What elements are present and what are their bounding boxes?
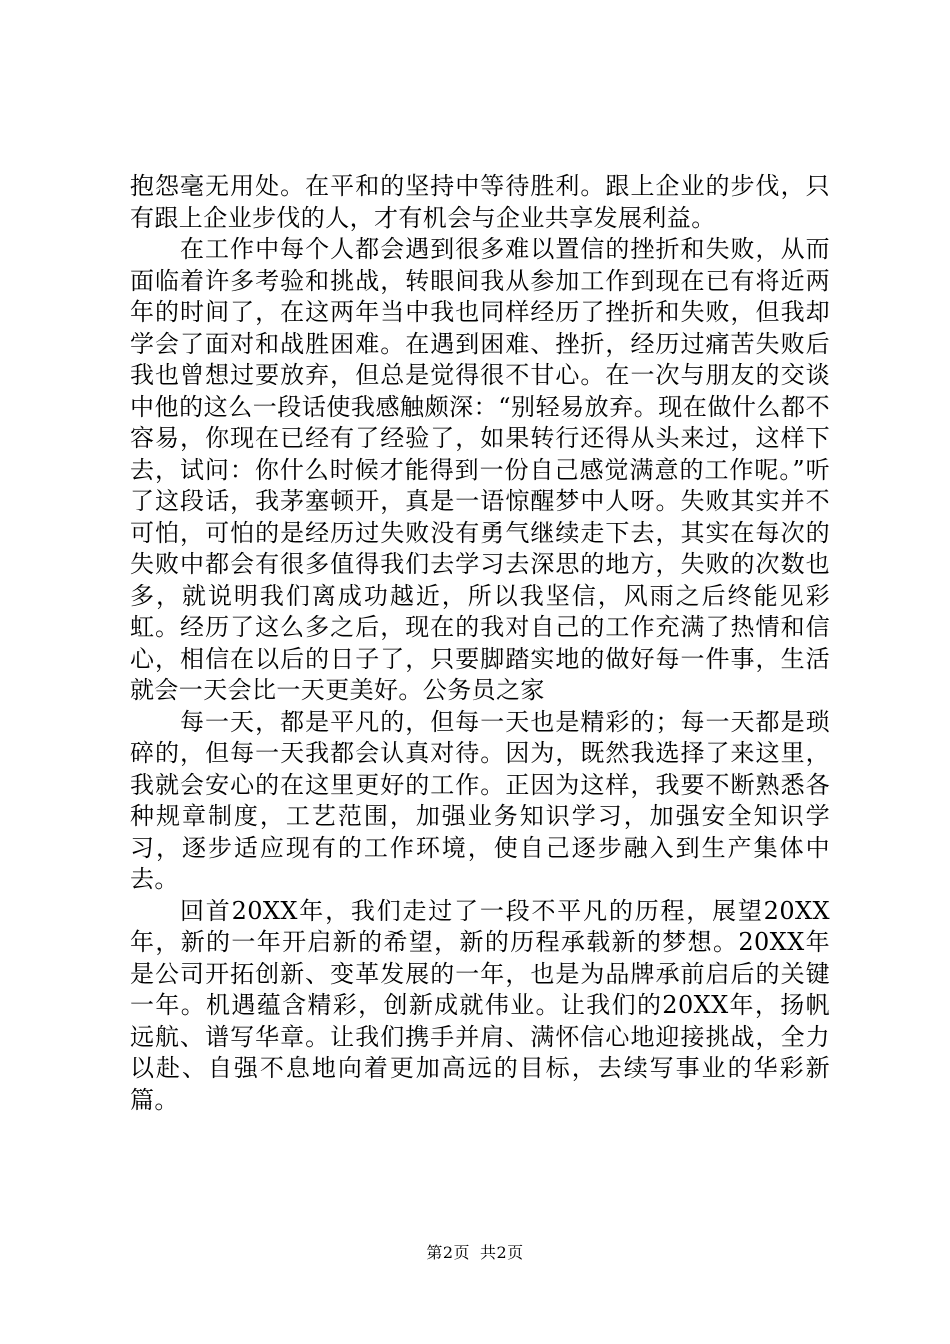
page-footer [0,1243,950,1263]
page-total: 共2页 [480,1243,524,1262]
page-number: 第2页 [426,1243,470,1262]
paragraph-4: 回首20XX年，我们走过了一段不平凡的历程，展望20XX年，新的一年开启新的希望，新的历程承载新的梦想。20XX年是公司开拓创新、变革发展的一年，也是为品牌承前启后的关键一年。机遇蕴含精彩，创新成就伟业。让我们的20XX年，扬帆远航、谱写华章。让我们携手并肩、满怀信心地迎接挑战，全力以赴、自强不息地向着更加高远的目标，去续写事业的华彩新篇。 [130,896,830,1114]
paragraph-1: 抱怨毫无用处。在平和的坚持中等待胜利。跟上企业的步伐，只有跟上企业步伐的人，才有机会与企业共享发展利益。 [130,172,830,232]
paragraph-2: 在工作中每个人都会遇到很多难以置信的挫折和失败，从而面临着许多考验和挑战，转眼间我从参加工作到现在已有将近两年的时间了，在这两年当中我也同样经历了挫折和失败，但我却学会了面对和战胜困难。在遇到困难、挫折，经历过痛苦失败后我也曾想过要放弃，但总是觉得很不甘心。在一次与朋友的交谈中他的这么一段话使我感触颇深：“别轻易放弃。现在做什么都不容易，你现在已经有了经验了，如果转行还得从头来过，这样下去，试问：你什么时候才能得到一份自己感觉满意的工作呢。”听了这段话，我茅塞顿开，真是一语惊醒梦中人呀。失败其实并不可怕，可怕的是经历过失败没有勇气继续走下去，其实在每次的失败中都会有很多值得我们去学习去深思的地方，失败的次数也多，就说明我们离成功越近，所以我坚信，风雨之后终能见彩虹。经历了这么多之后，现在的我对自己的工作充满了热情和信心，相信在以后的日子了，只要脚踏实地的做好每一件事，生活就会一天会比一天更美好。公务员之家 [130,235,830,704]
paragraph-3: 每一天，都是平凡的，但每一天也是精彩的；每一天都是琐碎的，但每一天我都会认真对待。因为，既然我选择了来这里，我就会安心的在这里更好的工作。正因为这样，我要不断熟悉各种规章制度，工艺范围，加强业务知识学习，加强安全知识学习，逐步适应现有的工作环境，使自己逐步融入到生产集体中去。 [130,707,830,893]
document-body [130,171,830,1116]
